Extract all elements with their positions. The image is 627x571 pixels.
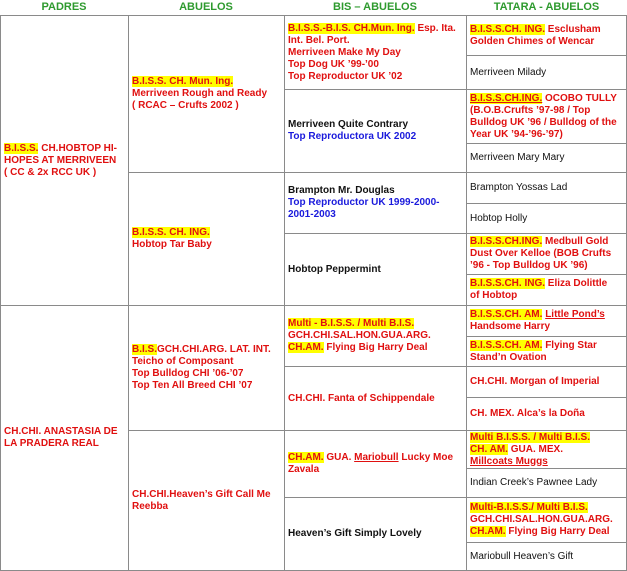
- tatara-9-underlined: Little Pond’s: [545, 309, 605, 320]
- bis-1-line4: Top Reproductor UK ’02: [288, 70, 403, 82]
- abuelo-3-cell: [128, 305, 285, 431]
- bis-1-line3: Top Dog UK ’99-’00: [288, 58, 379, 70]
- bis-1-cell: [284, 15, 467, 90]
- abuelo-3-name: Teicho of Composant: [132, 356, 234, 367]
- bis-7-cell: [284, 430, 467, 498]
- abuelo-2-cell: [128, 172, 285, 306]
- dam-name: CH.CHI. ANASTASIA DE LA PRADERA REAL: [4, 426, 118, 449]
- tatara-15-cell: [466, 497, 627, 543]
- tatara-13-hl1: Multi B.I.S.S. / Multi B.I.S.: [470, 431, 590, 443]
- bis-1-title-rest: Esp. Ita. Int. Bel. Port.: [288, 22, 456, 46]
- abuelo-1-name: Merriveen Rough and Ready: [132, 88, 268, 99]
- bis-6-name: CH.CHI. Fanta of Schippendale: [288, 392, 435, 404]
- tatara-3-name: OCOBO TULLY: [542, 92, 617, 104]
- sire-note: ( CC & 2x RCC UK ): [4, 166, 97, 178]
- abuelo-4-cell: [128, 430, 285, 571]
- tatara-9-cell: [466, 305, 627, 337]
- tatara-8-cell: [466, 274, 627, 306]
- bis-4-cell: [284, 233, 467, 306]
- tatara-2-cell: [466, 55, 627, 90]
- tatara-13-underlined: Millcoats Muggs: [470, 455, 548, 467]
- abuelo-1-title: B.I.S.S. CH. Mun. Ing.: [132, 76, 234, 87]
- bis-8-cell: [284, 497, 467, 571]
- tatara-9-hl: B.I.S.S.CH. AM.: [470, 309, 543, 320]
- tatara-7-name: Dust Over Kelloe (BOB Crufts ’96 - Top Bulldog UK ’96): [470, 248, 612, 271]
- sire-title: B.I.S.S.: [4, 142, 39, 154]
- sire-name: CH.HOBTOP HI-HOPES AT MERRIVEEN: [4, 142, 117, 166]
- tatara-14-cell: [466, 468, 627, 498]
- tatara-3-note: (B.O.B.Crufts ’97-98 / Top Bulldog UK ’96 / Bulldog of the Year UK ’94-’96-’97): [470, 104, 617, 140]
- abuelo-3-line3: Top Bulldog CHI ’06-’07: [132, 368, 244, 379]
- tatara-5-cell: [466, 172, 627, 204]
- bis-5-hl2: CH.AM.: [288, 342, 324, 353]
- tatara-13-cell: [466, 430, 627, 469]
- tatara-12-cell: [466, 397, 627, 431]
- tatara-10-hl: B.I.S.S.CH. AM.: [470, 339, 543, 351]
- tatara-6-cell: [466, 203, 627, 234]
- tatara-10-name: Stand’n Ovation: [470, 351, 547, 363]
- abuelo-1-cell: [128, 15, 285, 173]
- tatara-3-cell: [466, 89, 627, 144]
- tatara-9-name: Handsome Harry: [470, 321, 551, 332]
- bis-5-cell: [284, 305, 467, 367]
- tatara-13-hl2: CH. AM.: [470, 443, 508, 455]
- bis-3-cell: [284, 172, 467, 234]
- bis-5-name: Flying Big Harry Deal: [323, 342, 428, 353]
- bis-6-cell: [284, 366, 467, 431]
- abuelo-3-line4: Top Ten All Breed CHI ’07: [132, 380, 253, 391]
- tatara-12-name: CH. MEX. Alca’s la Doña: [470, 408, 585, 419]
- bis-5-line2: GCH.CHI.SAL.HON.GUA.ARG.: [288, 330, 431, 341]
- tatara-14-name: Indian Creek’s Pawnee Lady: [470, 477, 598, 488]
- tatara-3-hl: B.I.S.S.CH.ING.: [470, 92, 543, 104]
- bis-8-name: Heaven’s Gift Simply Lovely: [288, 528, 422, 539]
- tatara-7-rest: Medbull Gold: [542, 236, 609, 247]
- tatara-5-name: Brampton Yossas Lad: [470, 182, 568, 193]
- bis-7-name: Lucky Moe Zavala: [288, 452, 454, 475]
- tatara-1-hl: B.I.S.S.CH. ING.: [470, 23, 546, 35]
- tatara-16-cell: [466, 542, 627, 571]
- bis-5-title-hl: Multi - B.I.S.S. / Multi B.I.S.: [288, 318, 415, 329]
- tatara-1-rest: Esclusham: [545, 23, 601, 35]
- tatara-4-cell: [466, 143, 627, 173]
- tatara-1-name: Golden Chimes of Wencar: [470, 35, 595, 47]
- tatara-6-name: Hobtop Holly: [470, 212, 528, 224]
- sire-cell: [0, 15, 129, 306]
- tatara-15-name: Flying Big Harry Deal: [505, 526, 610, 537]
- abuelo-2-name: Hobtop Tar Baby: [132, 239, 212, 250]
- bis-1-title-hl: B.I.S.S.-B.I.S. CH.Mun. Ing.: [288, 22, 415, 34]
- tatara-15-hl2: CH.AM.: [470, 526, 506, 537]
- bis-1-name: Merriveen Make My Day: [288, 46, 401, 58]
- abuelo-3-title-hl: B.I.S.: [132, 344, 158, 355]
- header-tatara-abuelos: TATARA - ABUELOS: [493, 1, 600, 13]
- abuelo-3-title-rest: GCH.CHI.ARG. LAT. INT.: [157, 344, 271, 355]
- tatara-11-cell: [466, 366, 627, 398]
- header-abuelos: ABUELOS: [179, 1, 233, 13]
- bis-3-name: Brampton Mr. Douglas: [288, 185, 395, 196]
- header-padres: PADRES: [41, 1, 87, 13]
- tatara-15-hl1: Multi-B.I.S.S./ Multi B.I.S.: [470, 502, 588, 513]
- tatara-8-rest: Eliza Dolittle: [545, 278, 608, 289]
- tatara-15-line2: GCH.CHI.SAL.HON.GUA.ARG.: [470, 514, 613, 525]
- tatara-4-name: Merriveen Mary Mary: [470, 152, 565, 163]
- abuelo-1-note: ( RCAC – Crufts 2002 ): [132, 100, 239, 111]
- tatara-11-name: CH.CHI. Morgan of Imperial: [470, 376, 600, 387]
- tatara-1-cell: [466, 15, 627, 56]
- bis-7-hl: CH.AM.: [288, 452, 324, 463]
- header-bis-abuelos: BIS – ABUELOS: [333, 1, 417, 13]
- bis-7-underlined: Mariobull: [354, 452, 399, 463]
- bis-4-name: Hobtop Peppermint: [288, 263, 381, 275]
- tatara-7-cell: [466, 233, 627, 275]
- tatara-10-cell: [466, 336, 627, 367]
- abuelo-2-title: B.I.S.S. CH. ING.: [132, 227, 210, 238]
- tatara-8-name: of Hobtop: [470, 290, 518, 301]
- dam-cell: [0, 305, 129, 571]
- tatara-13-rest2: GUA. MEX.: [507, 443, 563, 455]
- tatara-10-rest: Flying Star: [542, 339, 597, 351]
- bis-2-name: Merriveen Quite Contrary: [288, 119, 409, 130]
- abuelo-4-name: CH.CHI.Heaven’s Gift Call Me Reebba: [132, 488, 271, 512]
- tatara-7-hl: B.I.S.S.CH.ING.: [470, 236, 543, 247]
- bis-2-cell: [284, 89, 467, 173]
- tatara-2-name: Merriveen Milady: [470, 66, 547, 78]
- bis-7-rest: GUA.: [323, 452, 355, 463]
- bis-3-note: Top Reproductor UK 1999-2000-2001-2003: [288, 197, 440, 220]
- tatara-16-name: Mariobull Heaven’s Gift: [470, 550, 574, 562]
- tatara-8-hl: B.I.S.S.CH. ING.: [470, 278, 546, 289]
- bis-2-note: Top Reproductora UK 2002: [288, 131, 417, 142]
